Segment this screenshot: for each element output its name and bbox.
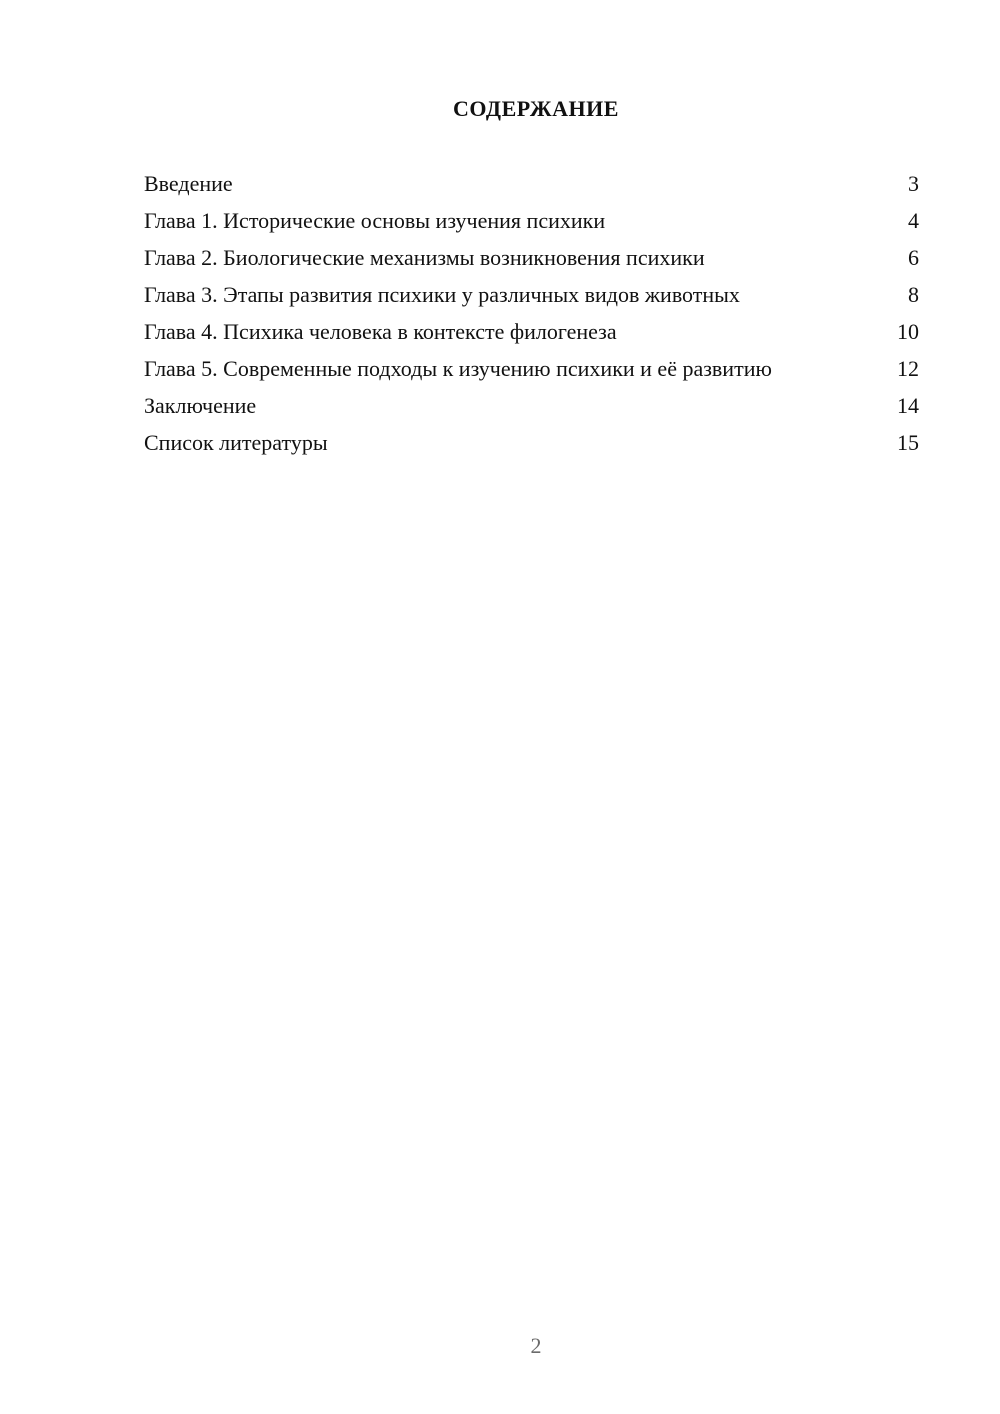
toc-entry-chapter-2[interactable] bbox=[144, 244, 919, 271]
toc-entry-chapter-4[interactable] bbox=[144, 318, 919, 345]
toc-entry-chapter-3[interactable] bbox=[144, 281, 919, 308]
toc-entry-label: Введение bbox=[144, 171, 233, 196]
toc-entry-chapter-5[interactable] bbox=[144, 355, 919, 382]
toc-entry-page: 4 bbox=[908, 208, 919, 233]
toc-entry-introduction[interactable] bbox=[144, 170, 919, 197]
toc-entry-label: Заключение bbox=[144, 393, 257, 418]
toc-entry-page: 3 bbox=[908, 171, 919, 196]
toc-entry-page: 12 bbox=[897, 356, 919, 381]
toc-entry-label: Список литературы bbox=[144, 430, 328, 455]
toc-entry-chapter-1[interactable] bbox=[144, 207, 919, 234]
toc-entry-page: 15 bbox=[897, 430, 919, 455]
page-title: СОДЕРЖАНИЕ bbox=[453, 96, 619, 121]
toc-entry-page: 14 bbox=[897, 393, 919, 418]
toc-entry-page: 8 bbox=[908, 282, 919, 307]
toc-entry-label: Глава 3. Этапы развития психики у различных видов животных bbox=[144, 282, 740, 307]
table-of-contents bbox=[144, 170, 919, 466]
toc-entry-label: Глава 2. Биологические механизмы возникновения психики bbox=[144, 245, 705, 270]
toc-entry-page: 10 bbox=[897, 319, 919, 344]
toc-entry-page: 6 bbox=[908, 245, 919, 270]
toc-entry-label: Глава 1. Исторические основы изучения психики bbox=[144, 208, 606, 233]
page-number: 2 bbox=[530, 1333, 542, 1358]
toc-entry-references[interactable] bbox=[144, 429, 919, 456]
toc-entry-label: Глава 5. Современные подходы к изучению психики и её развитию bbox=[144, 356, 772, 381]
toc-entry-conclusion[interactable] bbox=[144, 392, 919, 419]
toc-entry-label: Глава 4. Психика человека в контексте филогенеза bbox=[144, 319, 617, 344]
